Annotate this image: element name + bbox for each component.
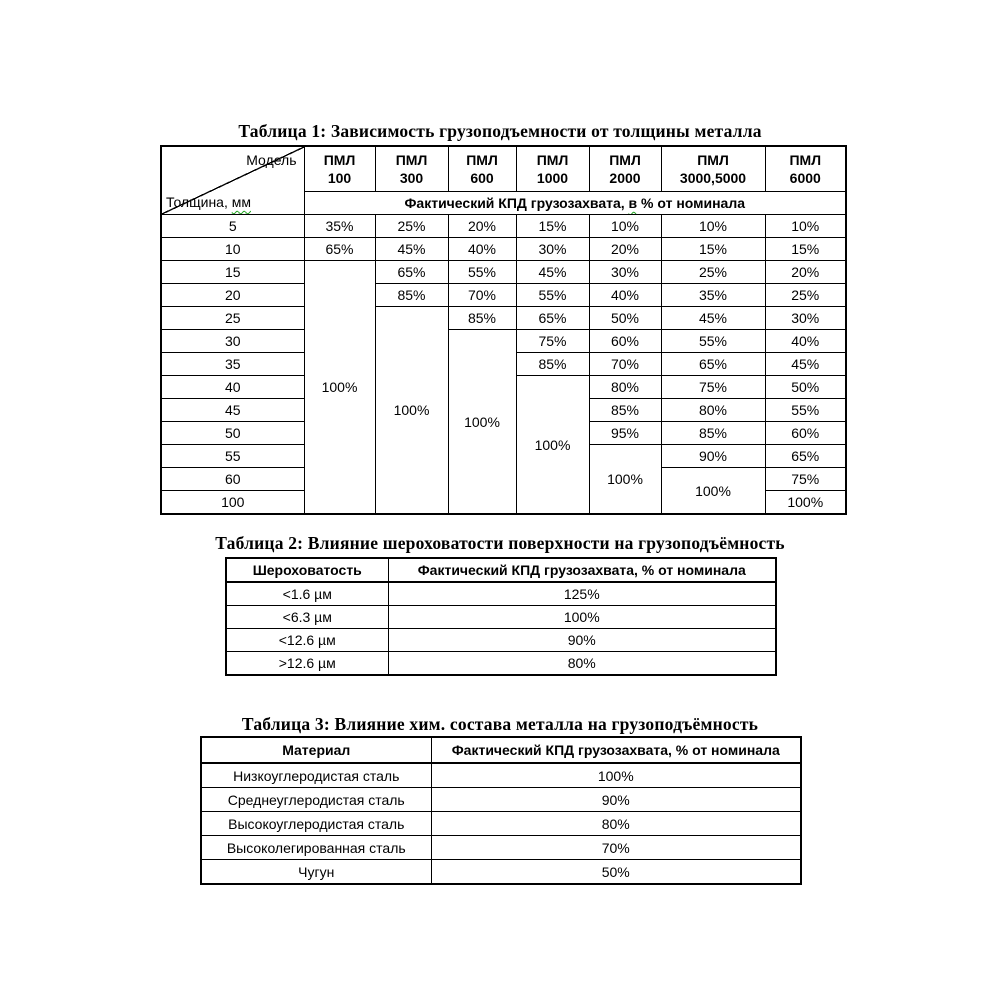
row-label: <6.3 µм bbox=[226, 606, 388, 629]
value-cell: 30% bbox=[589, 261, 661, 284]
row-label: 50 bbox=[161, 422, 304, 445]
column-header-line2: 1000 bbox=[536, 170, 569, 186]
value-cell: 100% bbox=[516, 376, 589, 515]
value-cell: 80% bbox=[589, 376, 661, 399]
material-table bbox=[200, 736, 802, 885]
value-cell: 85% bbox=[448, 307, 516, 330]
row-label: 40 bbox=[161, 376, 304, 399]
row-label: Высокоуглеродистая сталь bbox=[201, 812, 431, 836]
column-header-line2: 3000,5000 bbox=[679, 170, 747, 186]
column-header: Шероховатость bbox=[226, 558, 388, 582]
row-label: 20 bbox=[161, 284, 304, 307]
table-row bbox=[201, 860, 801, 885]
column-header bbox=[375, 146, 448, 192]
value-cell: 55% bbox=[448, 261, 516, 284]
value-cell: 30% bbox=[516, 238, 589, 261]
value-cell: 100% bbox=[765, 491, 846, 515]
table-row bbox=[226, 606, 776, 629]
table3-title: Таблица 3: Влияние хим. состава металла на грузоподъёмность bbox=[241, 714, 759, 734]
value-cell: 65% bbox=[661, 353, 765, 376]
table-row bbox=[226, 629, 776, 652]
value-cell: 65% bbox=[375, 261, 448, 284]
value-cell: 100% bbox=[304, 261, 375, 515]
value-cell: 55% bbox=[765, 399, 846, 422]
roughness-table-container bbox=[225, 557, 777, 676]
table-row bbox=[161, 284, 846, 307]
header-row bbox=[226, 558, 776, 582]
value-cell: 45% bbox=[375, 238, 448, 261]
table-row bbox=[201, 812, 801, 836]
value-cell: 30% bbox=[765, 307, 846, 330]
value-cell: 45% bbox=[765, 353, 846, 376]
value-cell: 85% bbox=[661, 422, 765, 445]
row-label: 25 bbox=[161, 307, 304, 330]
table-row bbox=[201, 836, 801, 860]
roughness-table-head bbox=[226, 558, 776, 582]
column-header-line1: ПМЛ bbox=[697, 151, 729, 168]
column-header-line1: ПМЛ bbox=[536, 151, 569, 168]
table1-title: Таблица 1: Зависимость грузоподъемности от толщины металла bbox=[238, 121, 762, 141]
thickness-table-container bbox=[160, 145, 847, 515]
corner-thickness-label-part: мм bbox=[231, 194, 251, 210]
column-header-line1: ПМЛ bbox=[323, 151, 356, 168]
value-cell: 50% bbox=[765, 376, 846, 399]
column-header: Фактический КПД грузозахвата, % от номинала bbox=[388, 558, 776, 582]
value-cell: 40% bbox=[765, 330, 846, 353]
table2-title: Таблица 2: Влияние шероховатости поверхности на грузоподъёмность bbox=[215, 533, 785, 553]
row-label: 55 bbox=[161, 445, 304, 468]
value-cell: 10% bbox=[765, 215, 846, 238]
value-cell: 75% bbox=[516, 330, 589, 353]
table-row bbox=[161, 307, 846, 330]
row-label: Низкоуглеродистая сталь bbox=[201, 763, 431, 788]
value-cell: 85% bbox=[375, 284, 448, 307]
value-cell: 85% bbox=[589, 399, 661, 422]
value-cell: 20% bbox=[765, 261, 846, 284]
value-cell: 100% bbox=[448, 330, 516, 515]
value-cell: 50% bbox=[589, 307, 661, 330]
column-header-line2: 100 bbox=[327, 170, 352, 186]
value-cell: 60% bbox=[765, 422, 846, 445]
value-cell: 55% bbox=[516, 284, 589, 307]
value-cell: 35% bbox=[304, 215, 375, 238]
value-cell: 95% bbox=[589, 422, 661, 445]
corner-cell bbox=[161, 146, 304, 215]
row-label: 35 bbox=[161, 353, 304, 376]
value-cell: 35% bbox=[661, 284, 765, 307]
corner-model-label: Модель bbox=[246, 152, 297, 168]
table-row bbox=[161, 330, 846, 353]
column-header-line2: 2000 bbox=[609, 170, 641, 186]
value-cell: 40% bbox=[589, 284, 661, 307]
table-row bbox=[226, 582, 776, 606]
column-header-line2: 6000 bbox=[789, 170, 821, 186]
column-header bbox=[448, 146, 516, 192]
roughness-table-body bbox=[226, 582, 776, 675]
header-row bbox=[161, 146, 846, 192]
value-cell: 10% bbox=[661, 215, 765, 238]
table-row bbox=[201, 763, 801, 788]
row-label: Среднеуглеродистая сталь bbox=[201, 788, 431, 812]
value-cell: 90% bbox=[661, 445, 765, 468]
value-cell: 25% bbox=[765, 284, 846, 307]
table-row bbox=[161, 261, 846, 284]
material-table-body bbox=[201, 763, 801, 884]
value-cell: 15% bbox=[765, 238, 846, 261]
material-table-container bbox=[200, 736, 802, 885]
column-header-line2: 600 bbox=[470, 170, 494, 186]
row-label: <12.6 µм bbox=[226, 629, 388, 652]
value-cell: 65% bbox=[516, 307, 589, 330]
value-cell: 90% bbox=[431, 788, 801, 812]
value-cell: 40% bbox=[448, 238, 516, 261]
value-cell: 15% bbox=[516, 215, 589, 238]
thickness-table-head bbox=[161, 146, 846, 215]
column-header bbox=[765, 146, 846, 192]
corner-thickness-label-part: Толщина, bbox=[166, 194, 232, 210]
value-cell: 45% bbox=[516, 261, 589, 284]
value-cell: 20% bbox=[589, 238, 661, 261]
column-header-line1: ПМЛ bbox=[466, 151, 498, 168]
row-label: 15 bbox=[161, 261, 304, 284]
row-label: 60 bbox=[161, 468, 304, 491]
column-header-line2: 300 bbox=[399, 170, 424, 186]
subheader-part: % от номинала bbox=[637, 195, 746, 211]
value-cell: 85% bbox=[516, 353, 589, 376]
row-label: 45 bbox=[161, 399, 304, 422]
thickness-table bbox=[160, 145, 847, 515]
row-label: 100 bbox=[161, 491, 304, 515]
value-cell: 100% bbox=[375, 307, 448, 515]
table-row bbox=[226, 652, 776, 676]
value-cell: 65% bbox=[304, 238, 375, 261]
value-cell: 100% bbox=[589, 445, 661, 515]
value-cell: 50% bbox=[431, 860, 801, 885]
value-cell: 15% bbox=[661, 238, 765, 261]
value-cell: 90% bbox=[388, 629, 776, 652]
column-header bbox=[661, 146, 765, 192]
value-cell: 70% bbox=[431, 836, 801, 860]
row-label: Высоколегированная сталь bbox=[201, 836, 431, 860]
table-row bbox=[161, 215, 846, 238]
column-header: Материал bbox=[201, 737, 431, 763]
row-label: >12.6 µм bbox=[226, 652, 388, 676]
thickness-table-body bbox=[161, 215, 846, 515]
value-cell: 80% bbox=[661, 399, 765, 422]
value-cell: 125% bbox=[388, 582, 776, 606]
value-cell: 100% bbox=[431, 763, 801, 788]
value-cell: 100% bbox=[388, 606, 776, 629]
value-cell: 20% bbox=[448, 215, 516, 238]
value-cell: 75% bbox=[765, 468, 846, 491]
header-row bbox=[201, 737, 801, 763]
value-cell: 25% bbox=[375, 215, 448, 238]
value-cell: 70% bbox=[448, 284, 516, 307]
column-header bbox=[304, 146, 375, 192]
corner-thickness-label bbox=[166, 194, 251, 210]
value-cell: 25% bbox=[661, 261, 765, 284]
subheader-part: Фактический КПД грузозахвата, bbox=[404, 195, 629, 211]
value-cell: 45% bbox=[661, 307, 765, 330]
column-header: Фактический КПД грузозахвата, % от номинала bbox=[431, 737, 801, 763]
row-label: 30 bbox=[161, 330, 304, 353]
column-header bbox=[516, 146, 589, 192]
value-cell: 60% bbox=[589, 330, 661, 353]
row-label: Чугун bbox=[201, 860, 431, 885]
value-cell: 80% bbox=[388, 652, 776, 676]
column-header-line1: ПМЛ bbox=[395, 151, 428, 168]
column-header bbox=[589, 146, 661, 192]
column-header-line1: ПМЛ bbox=[789, 151, 822, 168]
value-cell: 100% bbox=[661, 468, 765, 515]
roughness-table bbox=[225, 557, 777, 676]
value-cell: 65% bbox=[765, 445, 846, 468]
table-row bbox=[201, 788, 801, 812]
material-table-head bbox=[201, 737, 801, 763]
value-cell: 70% bbox=[589, 353, 661, 376]
value-cell: 10% bbox=[589, 215, 661, 238]
subheader-part: в bbox=[628, 195, 638, 211]
row-label: 10 bbox=[161, 238, 304, 261]
value-cell: 55% bbox=[661, 330, 765, 353]
table-row bbox=[161, 238, 846, 261]
value-cell: 80% bbox=[431, 812, 801, 836]
value-cell: 75% bbox=[661, 376, 765, 399]
subheader-cell bbox=[304, 192, 846, 215]
row-label: 5 bbox=[161, 215, 304, 238]
row-label: <1.6 µм bbox=[226, 582, 388, 606]
column-header-line1: ПМЛ bbox=[609, 151, 641, 168]
